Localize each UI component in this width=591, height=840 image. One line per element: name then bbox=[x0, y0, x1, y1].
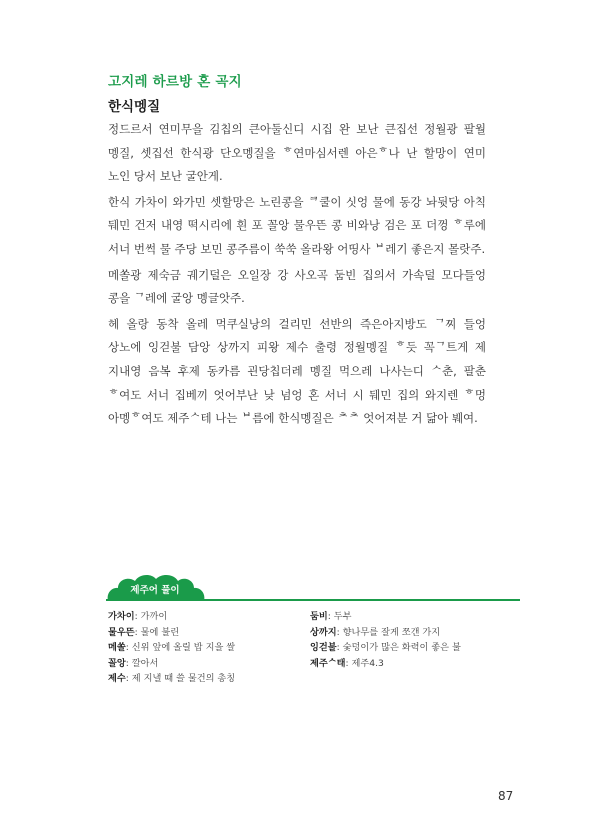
glossary-definition: : 신위 앞에 올릴 밥 지을 쌀 bbox=[125, 642, 236, 653]
glossary-definition: : 물에 불린 bbox=[134, 626, 180, 638]
glossary-definition: : 숯덩이가 많은 화력이 좋은 불 bbox=[336, 642, 461, 653]
glossary-tab bbox=[106, 573, 206, 601]
glossary-term: 물우뜬 bbox=[108, 626, 135, 638]
paragraph: 메쏠광 제숙금 궤기덜은 오일장 강 사오곡 둠빈 집의서 가속덜 모다들엉 콩을 ᄀ레에 굴앙 멩글앗주. bbox=[108, 267, 486, 306]
glossary-entry bbox=[310, 640, 461, 656]
glossary-definition: : 깔아서 bbox=[125, 657, 159, 669]
subtitle: 한식멩질 bbox=[108, 99, 161, 115]
paragraph: 한식 가차이 와가민 셋할망은 노린콩을 ᄏ쿨이 싯엉 물에 동강 놔뒷당 아칙 뒈민 건저 내영 떡시리에 흰 포 꼴앙 물우뜬 콩 비와낭 검은 포 더껑 ᄒ루에 서너 번썩 물 주당 보민 콩주름이 쑥쑥 올라왕 어띵사 ᄇ레기 좋은지 몰랏주. bbox=[108, 194, 486, 256]
glossary-entry bbox=[108, 640, 235, 656]
glossary-definition: : 가까이 bbox=[134, 611, 168, 622]
section-title: 고지레 하르방 혼 곡지 bbox=[108, 74, 242, 90]
glossary-term: 둠비 bbox=[310, 611, 328, 622]
glossary-entry bbox=[108, 656, 235, 672]
glossary-term: 상까지 bbox=[310, 626, 337, 638]
glossary-entry bbox=[108, 671, 235, 687]
glossary-term: 꼴앙 bbox=[108, 657, 126, 669]
glossary-entry bbox=[108, 625, 235, 641]
glossary-tab-label: 제주어 풀이 bbox=[130, 585, 180, 596]
glossary-entry bbox=[310, 609, 461, 625]
glossary-definition: : 제 지낼 때 쓸 물건의 총칭 bbox=[125, 673, 236, 684]
glossary-left-column bbox=[108, 609, 235, 687]
glossary-term: 가차이 bbox=[108, 611, 135, 622]
glossary-term: 제주ᄉ태 bbox=[310, 657, 346, 669]
glossary-divider bbox=[106, 599, 520, 601]
glossary-definition: : 두부 bbox=[327, 611, 352, 622]
glossary-term: 메쏠 bbox=[108, 642, 126, 653]
glossary-definition: : 향나무를 잘게 쪼갠 가지 bbox=[336, 626, 441, 638]
glossary-term: 잉걷불 bbox=[310, 642, 337, 653]
glossary-entry bbox=[108, 609, 235, 625]
glossary-term: 제수 bbox=[108, 673, 126, 684]
body-text bbox=[108, 118, 486, 433]
page-number: 87 bbox=[498, 789, 514, 803]
paragraph: 정드르서 연미무을 김칩의 큰아둘신디 시집 완 보난 큰집선 정월광 팔월 멩질, 셋집선 한식광 단오멩질을 ᄒ연마심서렌 아은ᄒ나 난 할망이 연미 노인 당서 보난 굴안게. bbox=[108, 122, 486, 184]
glossary-definition: : 제주4.3 bbox=[345, 657, 384, 669]
glossary-entry bbox=[310, 656, 461, 672]
glossary-right-column bbox=[310, 609, 461, 671]
glossary-entry bbox=[310, 625, 461, 641]
paragraph: 헤 올랑 동착 올레 먹쿠실낭의 걸리민 선반의 즉은아지방도 ᄀ찌 들엉 상노에 잉걷불 담앙 상까지 피왕 제수 출령 정월멩질 ᄒ듯 꼭ᄀ트게 제 지내영 음복 후제 동카름 괸당칩더레 멩질 먹으레 나사는디 ᄉ춘, 팔춘 ᄒ여도 서너 집베끼 엇어부난 낮 넘엉 혼 서너 시 뒈민 집의 와지렌 ᄒ멍 아멩ᄒ여도 제주ᄉ테 나는 ᄇ름에 한식멩질은 ᄎᄎ 엇어져분 거 닮아 붸여. bbox=[108, 316, 486, 426]
